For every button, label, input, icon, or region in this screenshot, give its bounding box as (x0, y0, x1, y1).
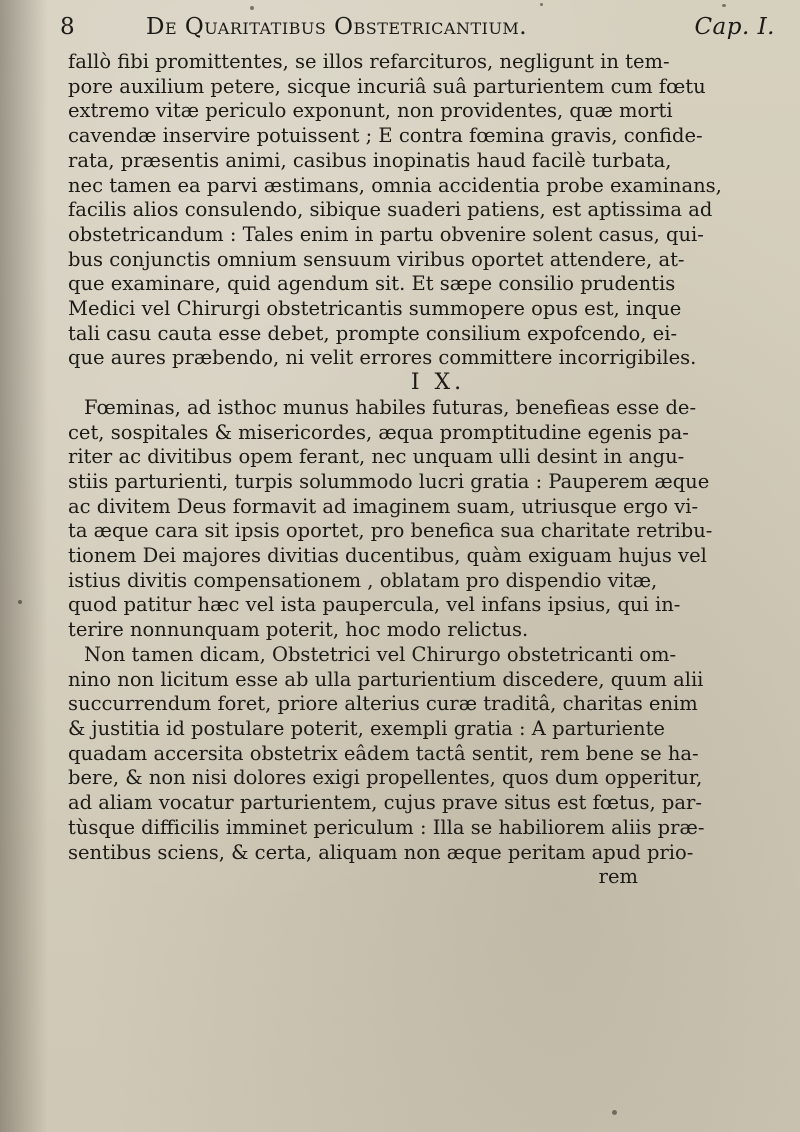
text-line: nino non licitum esse ab ulla parturientium discedere, quum alii (68, 667, 704, 691)
text-line: tali casu cauta esse debet, prompte consilium expofcendo, ei- (68, 321, 678, 345)
text-line: quod patitur hæc vel ista paupercula, vel infans ipsius, qui in- (68, 593, 681, 617)
text-line: fallò fibi promittentes, se illos refarcituros, negligunt in tem- (68, 50, 670, 73)
paper-speck (18, 600, 22, 604)
text-line: facilis alios consulendo, sibique suaderi patiens, est aptissima ad (68, 198, 713, 222)
paper-speck (612, 1110, 617, 1115)
text-line: que aures præbendo, ni velit errores committere incorrigibiles. (68, 346, 697, 370)
text-line: cavendæ inservire potuissent ; E contra fœmina gravis, confide- (68, 124, 703, 148)
section-number: I X. (410, 370, 466, 396)
text-line: tùsque difficilis imminet periculum : Illa se habiliorem aliis præ- (68, 815, 705, 839)
text-line: bus conjunctis omnium sensuum viribus oportet attendere, at- (68, 247, 685, 271)
text-line: ta æque cara sit ipsis oportet, pro benefica sua charitate retribu- (68, 519, 713, 543)
text-line: ad aliam vocatur parturientem, cujus prave situs est fœtus, par- (68, 791, 702, 815)
text-line: terire nonnunquam poterit, hoc modo relictus. (68, 618, 529, 642)
text-line: que examinare, quid agendum sit. Et sæpe consilio prudentis (68, 272, 676, 296)
text-line: nec tamen ea parvi æstimans, omnia accidentia probe examinans, (68, 173, 722, 197)
text-line: pore auxilium petere, sicque incuriâ suâ parturientem cum fœtu (68, 74, 706, 98)
text-line: succurrendum foret, priore alterius curæ traditâ, charitas enim (68, 692, 698, 716)
paper-speck (250, 6, 254, 10)
text-line: tionem Dei majores divitias ducentibus, quàm exiguam hujus vel (68, 544, 707, 568)
text-line: extremo vitæ periculo exponunt, non providentes, quæ morti (68, 99, 673, 123)
text-line: ac divitem Deus formavit ad imaginem suam, utriusque ergo vi- (68, 494, 699, 518)
text-line: rata, præsentis animi, casibus inopinatis haud facilè turbata, (68, 148, 672, 172)
running-title: De Quaritatibus Obstetricantium. (146, 14, 528, 40)
catchword: rem (598, 865, 638, 889)
text-line: Fœminas, ad isthoc munus habiles futuras, benefieas esse de- (84, 395, 697, 419)
paper-speck (540, 3, 543, 6)
chapter-label: Cap. I. (694, 14, 775, 40)
text-line: sentibus sciens, & certa, aliquam non æque peritam apud prio- (68, 840, 694, 864)
text-line: istius divitis compensationem , oblatam pro dispendio vitæ, (68, 568, 658, 592)
text-line: riter ac divitibus opem ferant, nec unquam ulli desint in angu- (68, 445, 685, 469)
text-line: & justitia id postulare poterit, exempli gratia : A parturiente (68, 716, 665, 740)
text-line: quadam accersita obstetrix eâdem tactâ sentit, rem bene se ha- (68, 741, 699, 765)
page-gutter-shadow (0, 0, 48, 1132)
text-line: stiis parturienti, turpis solummodo lucri gratia : Pauperem æque (68, 469, 710, 493)
text-line: obstetricandum : Tales enim in partu obvenire solent casus, qui- (68, 222, 704, 246)
text-line: cet, sospitales & misericordes, æqua promptitudine egenis pa- (68, 420, 689, 444)
text-line: Medici vel Chirurgi obstetricantis summopere opus est, inque (68, 297, 682, 321)
page-signature: 8 (60, 14, 76, 40)
text-line: Non tamen dicam, Obstetrici vel Chirurgo obstetricanti om- (84, 642, 677, 666)
text-line: bere, & non nisi dolores exigi propellentes, quos dum opperitur, (68, 766, 703, 790)
paper-speck (722, 4, 726, 7)
running-header (60, 14, 775, 50)
body-text (68, 50, 778, 890)
